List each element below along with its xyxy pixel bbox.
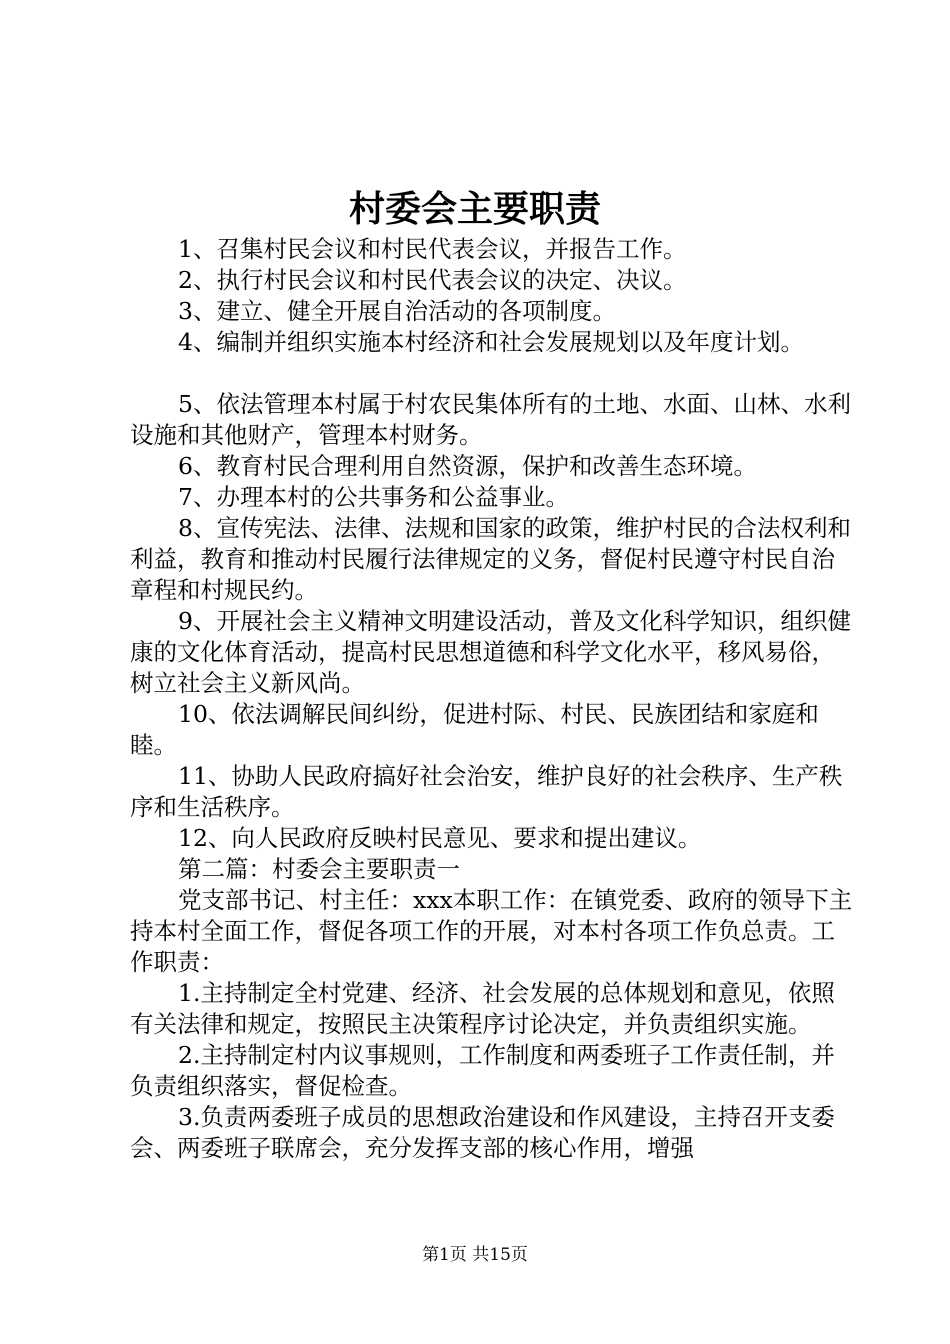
document-body [130, 234, 858, 1164]
paragraph-3: 3、建立、健全开展自治活动的各项制度。 [178, 297, 616, 325]
section-heading-second-part: 第二篇：村委会主要职责一 [178, 855, 460, 883]
paragraph-6: 6、教育村民合理利用自然资源，保护和改善生态环境。 [178, 452, 757, 480]
document-title: 村委会主要职责 [348, 188, 601, 230]
paragraph-1: 1、召集村民会议和村民代表会议，并报告工作。 [178, 235, 687, 263]
paragraph-5: 5、依法管理本村属于村农民集体所有的土地、水面、山林、水利设施和其他财产，管理本村财务。 [130, 390, 851, 449]
page-footer: 第1页 共15页 [422, 1245, 528, 1265]
paragraph-11: 11、协助人民政府搞好社会治安，维护良好的社会秩序、生产秩序和生活秩序。 [130, 762, 843, 821]
paragraph-duty-2: 2.主持制定村内议事规则，工作制度和两委班子工作责任制，并负责组织落实，督促检查。 [130, 1041, 835, 1100]
paragraph-duty-3: 3.负责两委班子成员的思想政治建设和作风建设，主持召开支委会、两委班子联席会，充分发挥支部的核心作用，增强 [130, 1103, 835, 1162]
paragraph-secretary-duties: 党支部书记、村主任：xxx本职工作：在镇党委、政府的领导下主持本村全面工作，督促各项工作的开展，对本村各项工作负总责。工作职责： [130, 886, 853, 976]
paragraph-2: 2、执行村民会议和村民代表会议的决定、决议。 [178, 266, 687, 294]
paragraph-7: 7、办理本村的公共事务和公益事业。 [178, 483, 569, 511]
paragraph-9: 9、开展社会主义精神文明建设活动，普及文化科学知识，组织健康的文化体育活动，提高村民思想道德和科学文化水平，移风易俗，树立社会主义新风尚。 [130, 607, 851, 697]
paragraph-12: 12、向人民政府反映村民意见、要求和提出建议。 [178, 824, 702, 852]
paragraph-10: 10、依法调解民间纠纷，促进村际、村民、民族团结和家庭和睦。 [130, 700, 819, 759]
paragraph-8: 8、宣传宪法、法律、法规和国家的政策，维护村民的合法权利和利益，教育和推动村民履行法律规定的义务，督促村民遵守村民自治章程和村规民约。 [130, 514, 851, 604]
paragraph-duty-1: 1.主持制定全村党建、经济、社会发展的总体规划和意见，依照有关法律和规定，按照民主决策程序讨论决定，并负责组织实施。 [130, 979, 835, 1038]
paragraph-4: 4、编制并组织实施本村经济和社会发展规划以及年度计划。 [178, 328, 804, 356]
